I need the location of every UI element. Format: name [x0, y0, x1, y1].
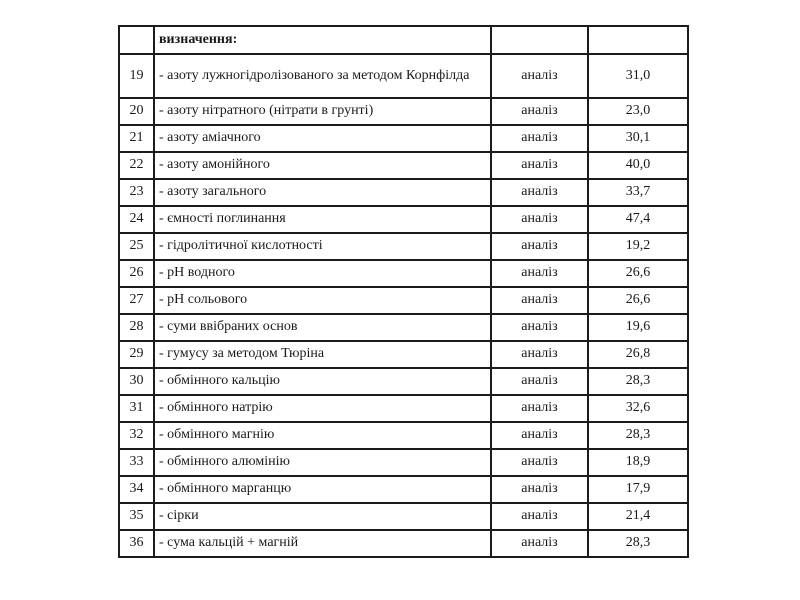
table-row	[119, 152, 688, 179]
row-method: аналіз	[491, 287, 588, 314]
row-number: 35	[119, 503, 154, 530]
table-row	[119, 54, 688, 98]
table-row	[119, 206, 688, 233]
row-description: - сума кальцій + магній	[154, 530, 491, 557]
row-number: 29	[119, 341, 154, 368]
table-row	[119, 98, 688, 125]
row-number: 28	[119, 314, 154, 341]
row-description: - обмінного кальцію	[154, 368, 491, 395]
row-method: аналіз	[491, 54, 588, 98]
row-description: - обмінного марганцю	[154, 476, 491, 503]
row-value: 47,4	[588, 206, 688, 233]
row-description: - азоту лужногідролізованого за методом Корнфілда	[154, 54, 491, 98]
row-value: 40,0	[588, 152, 688, 179]
row-description: - азоту амонійного	[154, 152, 491, 179]
row-value: 26,6	[588, 287, 688, 314]
row-value: 28,3	[588, 530, 688, 557]
row-number: 21	[119, 125, 154, 152]
row-value: 18,9	[588, 449, 688, 476]
table-row	[119, 395, 688, 422]
table-header	[119, 26, 688, 54]
row-number: 34	[119, 476, 154, 503]
header-method-cell	[491, 26, 588, 54]
row-value: 32,6	[588, 395, 688, 422]
row-description: - гумусу за методом Тюріна	[154, 341, 491, 368]
row-number: 30	[119, 368, 154, 395]
row-method: аналіз	[491, 125, 588, 152]
row-method: аналіз	[491, 98, 588, 125]
table-row	[119, 368, 688, 395]
table-row	[119, 503, 688, 530]
table-row	[119, 179, 688, 206]
row-method: аналіз	[491, 314, 588, 341]
table-row	[119, 260, 688, 287]
row-number: 33	[119, 449, 154, 476]
row-method: аналіз	[491, 233, 588, 260]
row-description: - обмінного натрію	[154, 395, 491, 422]
row-method: аналіз	[491, 152, 588, 179]
table-row	[119, 341, 688, 368]
row-description: - рН сольового	[154, 287, 491, 314]
analysis-table	[118, 25, 689, 558]
row-value: 30,1	[588, 125, 688, 152]
row-description: - ємності поглинання	[154, 206, 491, 233]
row-value: 19,6	[588, 314, 688, 341]
row-number: 26	[119, 260, 154, 287]
row-method: аналіз	[491, 395, 588, 422]
row-number: 31	[119, 395, 154, 422]
row-number: 25	[119, 233, 154, 260]
row-number: 24	[119, 206, 154, 233]
row-description: - азоту аміачного	[154, 125, 491, 152]
row-number: 22	[119, 152, 154, 179]
row-description: - сірки	[154, 503, 491, 530]
table-row	[119, 449, 688, 476]
row-description: - азоту загального	[154, 179, 491, 206]
row-method: аналіз	[491, 206, 588, 233]
row-value: 28,3	[588, 368, 688, 395]
row-method: аналіз	[491, 503, 588, 530]
table-row	[119, 287, 688, 314]
row-value: 23,0	[588, 98, 688, 125]
row-method: аналіз	[491, 179, 588, 206]
header-title: визначення:	[154, 26, 491, 54]
row-value: 17,9	[588, 476, 688, 503]
row-number: 27	[119, 287, 154, 314]
header-number-cell	[119, 26, 154, 54]
row-value: 26,6	[588, 260, 688, 287]
table-row	[119, 530, 688, 557]
table-row	[119, 314, 688, 341]
header-row	[119, 26, 688, 54]
header-value-cell	[588, 26, 688, 54]
row-method: аналіз	[491, 476, 588, 503]
row-method: аналіз	[491, 422, 588, 449]
row-value: 26,8	[588, 341, 688, 368]
row-description: - обмінного магнію	[154, 422, 491, 449]
table-row	[119, 233, 688, 260]
table-row	[119, 476, 688, 503]
row-number: 20	[119, 98, 154, 125]
row-method: аналіз	[491, 449, 588, 476]
row-method: аналіз	[491, 530, 588, 557]
row-method: аналіз	[491, 368, 588, 395]
row-description: - азоту нітратного (нітрати в грунті)	[154, 98, 491, 125]
row-method: аналіз	[491, 341, 588, 368]
row-value: 28,3	[588, 422, 688, 449]
row-description: - обмінного алюмінію	[154, 449, 491, 476]
table-body	[119, 54, 688, 557]
row-number: 32	[119, 422, 154, 449]
row-value: 31,0	[588, 54, 688, 98]
table-row	[119, 422, 688, 449]
table-row	[119, 125, 688, 152]
row-description: - гідролітичної кислотності	[154, 233, 491, 260]
row-number: 36	[119, 530, 154, 557]
row-number: 19	[119, 54, 154, 98]
row-description: - рН водного	[154, 260, 491, 287]
row-value: 19,2	[588, 233, 688, 260]
row-description: - суми ввібраних основ	[154, 314, 491, 341]
row-method: аналіз	[491, 260, 588, 287]
row-value: 21,4	[588, 503, 688, 530]
row-number: 23	[119, 179, 154, 206]
row-value: 33,7	[588, 179, 688, 206]
